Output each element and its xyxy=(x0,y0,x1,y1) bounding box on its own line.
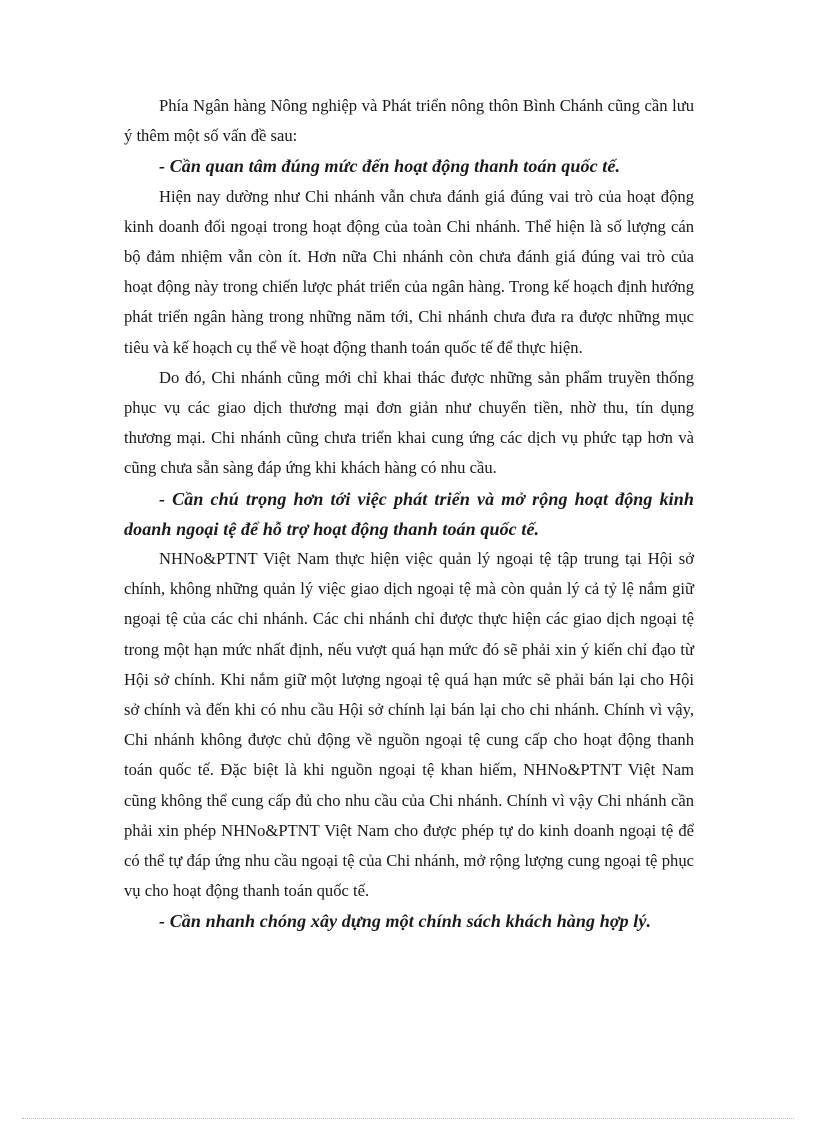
document-page xyxy=(124,91,694,937)
paragraph-branch-role: Hiện nay dường như Chi nhánh vẫn chưa đánh giá đúng vai trò của hoạt động kinh doanh đối ngoại trong hoạt động của toàn Chi nhánh. Thể hiện là số lượng cán bộ đảm nhiệm vẫn còn ít. Hơn nữa Chi nhánh còn chưa đánh giá đúng vai trò của hoạt động này trong chiến lược phát triển của ngân hàng. Trong kế hoạch định hướng phát triển ngân hàng trong những năm tới, Chi nhánh chưa đưa ra được những mục tiêu và kế hoạch cụ thể về hoạt động thanh toán quốc tế để thực hiện. xyxy=(124,186,694,357)
intro-paragraph: Phía Ngân hàng Nông nghiệp và Phát triển nông thôn Bình Chánh cũng cần lưu ý thêm một số vấn đề sau: xyxy=(124,96,694,146)
paragraph-traditional-products: Do đó, Chi nhánh cũng mới chỉ khai thác được những sản phẩm truyền thống phục vụ các giao dịch thương mại đơn giản như chuyển tiền, nhờ thu, tín dụng thương mại. Chi nhánh cũng chưa triển khai cung ứng các dịch vụ phức tạp hơn và cũng chưa sẵn sàng đáp ứng khi khách hàng có nhu cầu. xyxy=(124,367,694,478)
paragraph-currency-management: NHNo&PTNT Việt Nam thực hiện việc quản lý ngoại tệ tập trung tại Hội sở chính, không những quản lý việc giao dịch ngoại tệ mà còn quản lý cả tỷ lệ nắm giữ ngoại tệ của các chi nhánh. Các chi nhánh chỉ được thực hiện các giao dịch ngoại tệ trong một hạn mức nhất định, nếu vượt quá hạn mức đó sẽ phải xin ý kiến chỉ đạo từ Hội sở chính. Khi nắm giữ một lượng ngoại tệ quá hạn mức sẽ phải bán lại cho Hội sở chính và đến khi có nhu cầu Hội sở chính lại bán lại cho chi nhánh. Chính vì vậy, Chi nhánh không được chủ động về nguồn ngoại tệ cung cấp cho hoạt động thanh toán quốc tế. Đặc biệt là khi nguồn ngoại tệ khan hiếm, NHNo&PTNT Việt Nam cũng không thể cung cấp đủ cho nhu cầu của Chi nhánh. Chính vì vậy Chi nhánh cần phải xin phép NHNo&PTNT Việt Nam cho được phép tự do kinh doanh ngoại tệ để có thể tự đáp ứng nhu cầu ngoại tệ của Chi nhánh, mở rộng lượng cung ngoại tệ phục vụ cho hoạt động thanh toán quốc tế. xyxy=(124,549,694,901)
heading-foreign-currency: - Cần chú trọng hơn tới việc phát triển và mở rộng hoạt động kinh doanh ngoại tệ để hỗ trợ hoạt động thanh toán quốc tế. xyxy=(124,488,694,539)
heading-customer-policy: - Cần nhanh chóng xây dựng một chính sách khách hàng hợp lý. xyxy=(159,911,652,932)
heading-international-payment: - Cần quan tâm đúng mức đến hoạt động thanh toán quốc tế. xyxy=(159,156,621,177)
page-bottom-divider xyxy=(22,1118,794,1119)
